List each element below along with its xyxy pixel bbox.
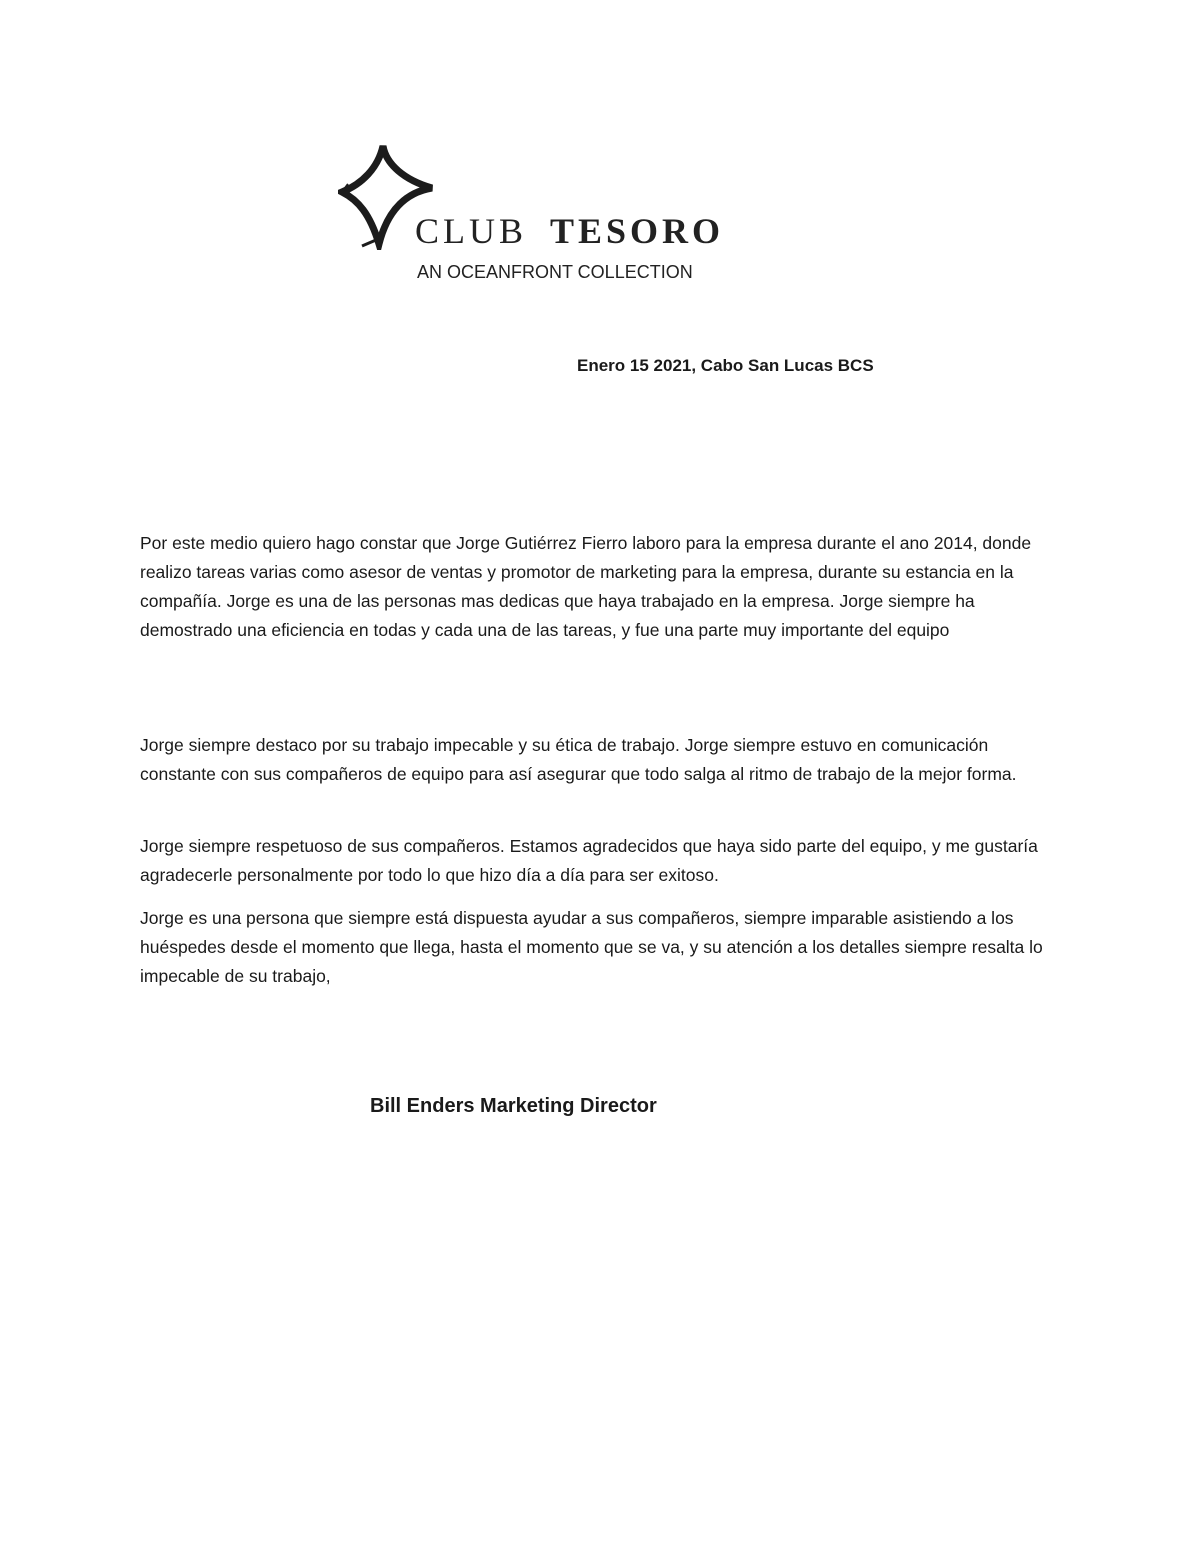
letter-paragraph-2: Jorge siempre destaco por su trabajo impecable y su ética de trabajo. Jorge siempre estuvo en comunicación constante con sus compañeros de equipo para así asegurar que todo salga al ritmo de trabajo de la mejor forma. [140,735,1017,784]
letter-paragraph-1: Por este medio quiero hago constar que Jorge Gutiérrez Fierro laboro para la empresa durante el ano 2014, donde realizo tareas varias como asesor de ventas y promotor de marketing para la empresa, durante su estancia en la compañía. Jorge es una de las personas mas dedicas que haya trabajado en la empresa. Jorge siempre ha demostrado una eficiencia en todas y cada una de las tareas, y fue una parte muy importante del equipo [140,533,1032,640]
signature-line: Bill Enders Marketing Director [370,1095,657,1117]
letter-paragraph-3: Jorge siempre respetuoso de sus compañeros. Estamos agradecidos que haya sido parte del equipo, y me gustaría agradecerle personalmente por todo lo que hizo día a día para ser exitoso. [140,836,1038,885]
brand-tagline: AN OCEANFRONT COLLECTION [417,262,693,282]
letter-date-location: Enero 15 2021, Cabo San Lucas BCS [577,356,874,375]
brand-name-tesoro: TESORO [550,211,725,251]
brand-name-club: CLUB [415,211,528,251]
letter-paragraph-4: Jorge es una persona que siempre está dispuesta ayudar a sus compañeros, siempre imparable asistiendo a los huéspedes desde el momento que llega, hasta el momento que se va, y su atención a los detalles siempre resalta lo impecable de su trabajo, [140,908,1043,986]
